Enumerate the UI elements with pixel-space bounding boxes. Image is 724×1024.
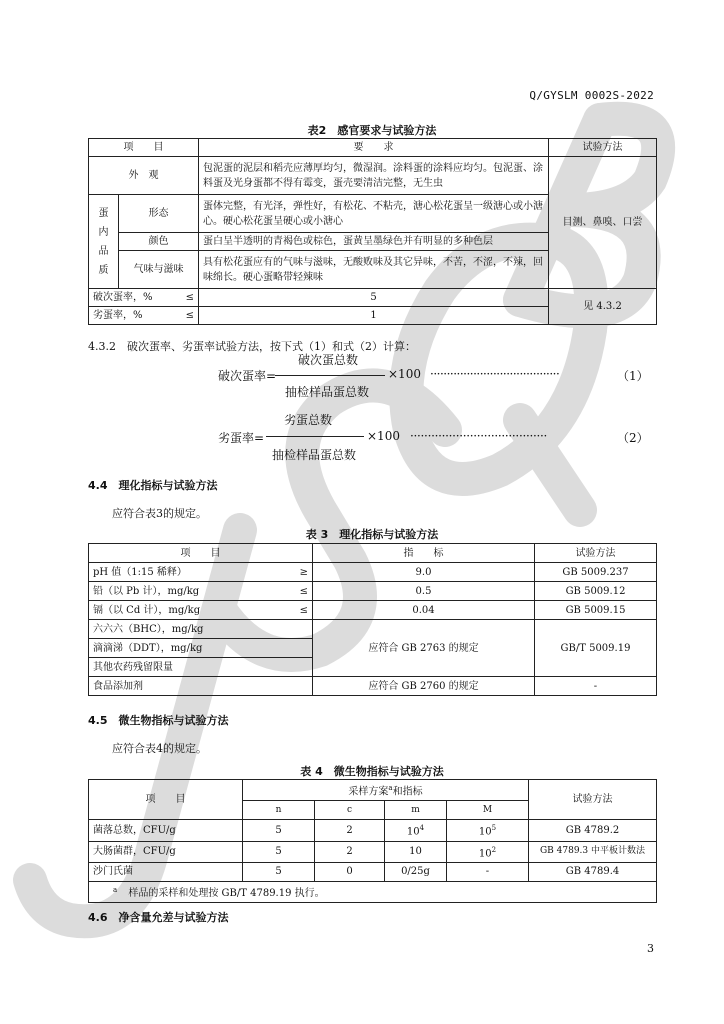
page-number: 3 — [647, 942, 654, 955]
inner-char-3: 品 — [98, 245, 109, 257]
table2-header-item: 项 目 — [89, 139, 199, 157]
salmonella-M: - — [447, 862, 529, 881]
formula1-lhs: 破次蛋率= — [218, 369, 277, 383]
formula2-denominator: 抽检样品蛋总数 — [272, 448, 357, 462]
table4-header-plan — [243, 780, 529, 801]
coliform-M-exp: 2 — [491, 845, 497, 854]
formula2-numerator: 劣蛋总数 — [284, 413, 333, 427]
table4-sub-n: n — [243, 801, 315, 820]
broken-rate-symbol: ≤ — [185, 292, 194, 303]
colony-M — [447, 820, 529, 841]
lead-value: 0.5 — [313, 582, 535, 601]
footnote-mark: a — [113, 885, 118, 894]
additive-label: 食品添加剂 — [89, 677, 313, 696]
inner-char-4: 质 — [98, 264, 109, 276]
colony-M-exp: 5 — [491, 824, 497, 833]
colony-m-exp: 4 — [419, 824, 425, 833]
bad-rate-symbol: ≤ — [185, 310, 194, 321]
additive-value: 应符合 GB 2760 的规定 — [313, 677, 535, 696]
table4-microbial — [88, 779, 657, 903]
formula1-leader-dots: ······································· — [430, 367, 560, 381]
ph-value: 9.0 — [313, 563, 535, 582]
cadmium-method: GB 5009.15 — [535, 601, 657, 620]
table2-sensory-method: 目测、鼻嗅、口尝 — [549, 157, 657, 289]
coliform-m: 10 — [385, 841, 447, 862]
plan-header-text: 采样方案 — [348, 786, 389, 798]
ph-method: GB 5009.237 — [535, 563, 657, 582]
lead-symbol: ≤ — [299, 585, 308, 597]
table3-physicochemical — [88, 543, 657, 696]
table4-sub-c: c — [315, 801, 385, 820]
table2-flavor-requirement: 具有松花蛋应有的气味与滋味，无酸败味及其它异味，不苦，不涩，不辣，回味绵长。硬心蛋略带轻辣味 — [199, 251, 549, 289]
section-4-6-title: 4.6 净含量允差与试验方法 — [88, 911, 229, 924]
other-pesticide-label: 其他农药残留限量 — [89, 658, 313, 677]
bhc-label: 六六六（BHC），mg/kg — [89, 620, 313, 639]
colony-c: 2 — [315, 820, 385, 841]
salmonella-n: 5 — [243, 862, 315, 881]
table2-appearance-label: 外 观 — [89, 157, 199, 195]
salmonella-m: 0/25g — [385, 862, 447, 881]
table2-inner-quality-label — [89, 195, 119, 289]
additive-method: - — [535, 677, 657, 696]
section-4-5-title: 4.5 微生物指标与试验方法 — [88, 714, 229, 727]
formula1-denominator: 抽检样品蛋总数 — [285, 385, 370, 399]
colony-n: 5 — [243, 820, 315, 841]
coliform-n: 5 — [243, 841, 315, 862]
pesticide-value: 应符合 GB 2763 的规定 — [313, 620, 535, 677]
broken-rate-text: 破次蛋率，% — [93, 292, 153, 303]
document-code: Q/GYSLM 0002S-2022 — [529, 89, 654, 102]
section-4-4-body: 应符合表3的规定。 — [112, 507, 207, 520]
salmonella-label: 沙门氏菌 — [89, 862, 243, 881]
table2-bad-rate-value: 1 — [199, 307, 549, 325]
ph-label: pH 值（1:15 稀释） — [93, 566, 187, 578]
table2-shape-requirement: 蛋体完整，有光泽，弹性好，有松花、不粘壳，溏心松花蛋呈一级溏心或小溏心。硬心松花蛋呈硬心或小溏心 — [199, 195, 549, 233]
table2-appearance-requirement: 包泥蛋的泥层和稻壳应薄厚均匀，微湿润。涂料蛋的涂料应均匀。包泥蛋、涂料蛋及光身蛋都不得有霉变，蛋壳要清洁完整，无生虫 — [199, 157, 549, 195]
pesticide-method: GB/T 5009.19 — [535, 620, 657, 677]
formula2-fraction-line — [266, 436, 364, 437]
table2-color-label: 颜色 — [119, 233, 199, 251]
formula2-lhs: 劣蛋率= — [218, 431, 265, 445]
coliform-c: 2 — [315, 841, 385, 862]
table4-caption: 表 4 微生物指标与试验方法 — [300, 765, 444, 778]
table4-header-item: 项 目 — [89, 780, 243, 820]
section-4-3-2: 4.3.2 破次蛋率、劣蛋率试验方法，按下式（1）和式（2）计算： — [88, 340, 416, 353]
footnote-text: 样品的采样和处理按 GB/T 4789.19 执行。 — [128, 888, 325, 900]
table2-bad-rate-label — [89, 307, 199, 325]
table2-broken-rate-value: 5 — [199, 289, 549, 307]
formula1-multiplier: ×100 — [388, 367, 421, 381]
table3-caption: 表 3 理化指标与试验方法 — [305, 528, 439, 541]
table2-header-requirement: 要 求 — [199, 139, 549, 157]
formula1-numerator: 破次蛋总数 — [298, 353, 359, 367]
ddt-label: 滴滴涕（DDT），mg/kg — [89, 639, 313, 658]
table2-rate-method: 见 4.3.2 — [549, 289, 657, 325]
table3-row-cadmium — [89, 601, 313, 620]
cadmium-symbol: ≤ — [299, 604, 308, 616]
table2-color-requirement: 蛋白呈半透明的青褐色或棕色，蛋黄呈墨绿色并有明显的多种色层 — [199, 233, 549, 251]
table3-row-lead — [89, 582, 313, 601]
ph-symbol: ≥ — [299, 566, 308, 578]
colony-m-base: 10 — [406, 826, 420, 838]
table3-header-value: 指 标 — [313, 544, 535, 563]
formula1-number: （1） — [617, 369, 649, 383]
table4-sub-m: m — [385, 801, 447, 820]
formula2-leader-dots: ······································· — [410, 429, 548, 443]
formula1-fraction-line — [275, 375, 385, 376]
colony-label: 菌落总数，CFU/g — [89, 820, 243, 841]
table4-footnote — [89, 881, 657, 902]
table2-shape-label: 形态 — [119, 195, 199, 233]
inner-char-2: 内 — [98, 226, 109, 238]
coliform-label: 大肠菌群，CFU/g — [89, 841, 243, 862]
coliform-M-base: 10 — [478, 847, 492, 859]
cadmium-label: 镉（以 Cd 计），mg/kg — [93, 604, 201, 616]
formula2-number: （2） — [617, 431, 649, 445]
table3-header-method: 试验方法 — [535, 544, 657, 563]
salmonella-method: GB 4789.4 — [529, 862, 657, 881]
formula2-multiplier: ×100 — [367, 429, 400, 443]
colony-m — [385, 820, 447, 841]
colony-method: GB 4789.2 — [529, 820, 657, 841]
plan-header-sup: a — [388, 784, 393, 792]
section-4-5-body: 应符合表4的规定。 — [112, 742, 207, 755]
coliform-M — [447, 841, 529, 862]
table3-header-item: 项 目 — [89, 544, 313, 563]
table2-header-method: 试验方法 — [549, 139, 657, 157]
colony-M-base: 10 — [478, 826, 492, 838]
table4-header-method: 试验方法 — [529, 780, 657, 820]
lead-label: 铅（以 Pb 计），mg/kg — [93, 585, 200, 597]
lead-method: GB 5009.12 — [535, 582, 657, 601]
section-4-4-title: 4.4 理化指标与试验方法 — [88, 479, 218, 492]
coliform-method: GB 4789.3 中平板计数法 — [529, 841, 657, 862]
salmonella-c: 0 — [315, 862, 385, 881]
bad-rate-text: 劣蛋率，% — [93, 310, 143, 321]
cadmium-value: 0.04 — [313, 601, 535, 620]
table2-broken-rate-label — [89, 289, 199, 307]
table4-sub-M: M — [447, 801, 529, 820]
table2-caption: 表2 感官要求与试验方法 — [307, 124, 437, 137]
plan-header-tail: 和指标 — [392, 786, 423, 798]
inner-char-1: 蛋 — [98, 207, 109, 219]
table3-row-ph — [89, 563, 313, 582]
table2-flavor-label: 气味与滋味 — [119, 251, 199, 289]
table2-sensory — [88, 138, 657, 325]
